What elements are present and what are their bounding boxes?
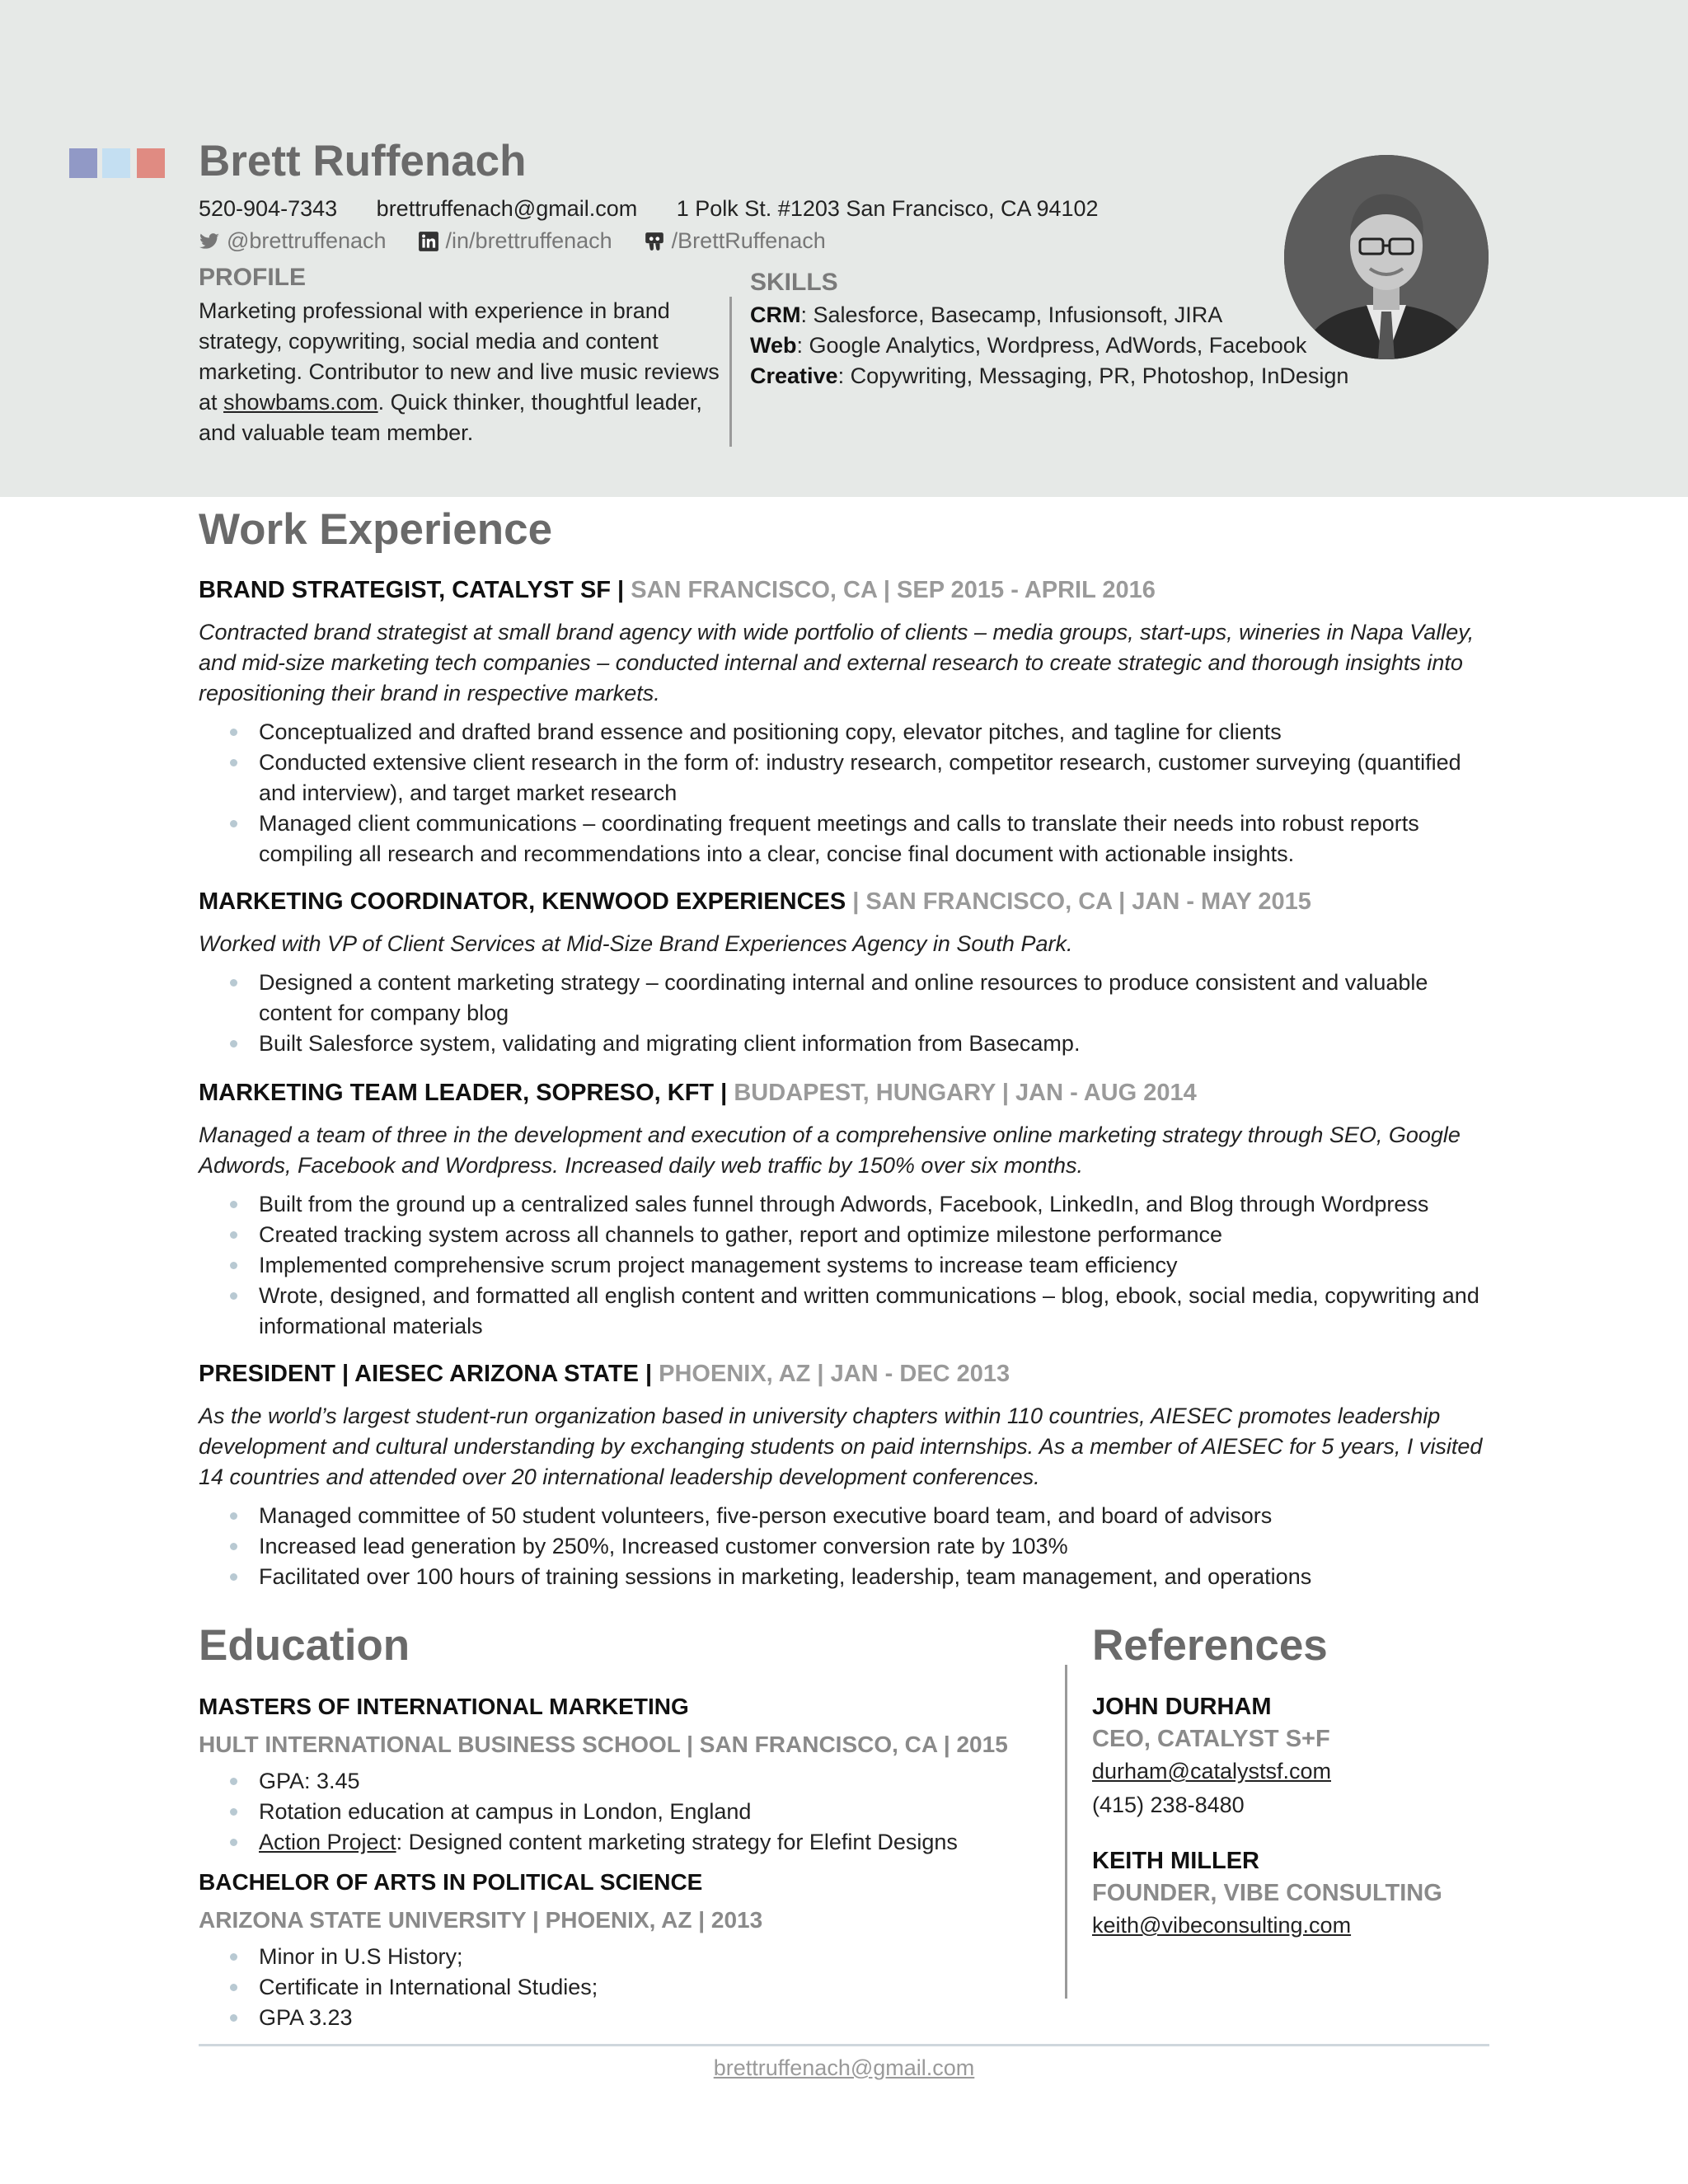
list-item: Facilitated over 100 hours of training sessions in marketing, leadership, team management, and operations [199, 1562, 1493, 1592]
job-bullets [199, 1189, 1493, 1342]
skill-value: : Salesforce, Basecamp, Infusionsoft, JIRA [800, 302, 1223, 327]
job-entry [199, 888, 1493, 1059]
twitter-handle: @brettruffenach [227, 228, 387, 253]
list-item: Certificate in International Studies; [199, 1972, 1023, 2003]
skills-heading: SKILLS [750, 269, 838, 296]
reference-entry [1092, 1694, 1587, 1821]
profile-photo [1284, 155, 1489, 359]
job-entry [199, 1361, 1493, 1592]
list-item: Rotation education at campus in London, England [199, 1797, 1023, 1827]
education-divider [1065, 1665, 1067, 1999]
list-item-text: : Designed content marketing strategy for Elefint Designs [396, 1830, 958, 1854]
degree-school: HULT INTERNATIONAL BUSINESS SCHOOL | SAN FRANCISCO, CA | 2015 [199, 1732, 1008, 1757]
job-meta: PHOENIX, AZ | JAN - DEC 2013 [659, 1361, 1010, 1387]
list-item: Managed client communications – coordinating frequent meetings and calls to translate their needs into robust reports compiling all research and recommendations into a clear, concise final document with actionable insights. [199, 808, 1493, 869]
degree-school: ARIZONA STATE UNIVERSITY | PHOENIX, AZ | 2013 [199, 1907, 763, 1933]
job-description: Contracted brand strategist at small brand agency with wide portfolio of clients – media groups, start-ups, wineries in Napa Valley, and mid-size marketing tech companies – conducted internal and external research to create strategic and thorough insights into repositioning their brand in respective markets. [199, 620, 1475, 705]
reference-name: JOHN DURHAM [1092, 1694, 1272, 1720]
phone: 520-904-7343 [199, 196, 338, 221]
color-swatch [137, 148, 165, 178]
job-bullets [199, 1501, 1493, 1592]
work-experience-heading: Work Experience [199, 505, 553, 554]
job-heading [199, 577, 1493, 604]
footer-rule [199, 2044, 1489, 2046]
reference-name: KEITH MILLER [1092, 1848, 1259, 1874]
job-bullets [199, 717, 1493, 869]
degree-bullets [199, 1942, 1023, 2033]
job-heading [199, 1080, 1493, 1107]
list-item: Managed committee of 50 student volunteers, five-person executive board team, and board of advisors [199, 1501, 1493, 1531]
degree-entry [199, 1869, 1023, 2033]
slideshare-icon [644, 231, 665, 252]
job-title: MARKETING COORDINATOR, KENWOOD EXPERIENCES [199, 888, 853, 915]
linkedin-handle: /in/brettruffenach [445, 228, 612, 253]
list-item: Designed a content marketing strategy – coordinating internal and online resources to produce consistent and valuable content for company blog [199, 968, 1493, 1029]
degree-bullets [199, 1766, 1023, 1858]
skill-label: CRM [750, 302, 801, 327]
skills-list [750, 300, 1348, 391]
job-title: PRESIDENT | AIESEC ARIZONA STATE | [199, 1361, 659, 1387]
skill-row [750, 300, 1348, 330]
list-item: GPA: 3.45 [199, 1766, 1023, 1797]
reference-phone: (415) 238-8480 [1092, 1793, 1245, 1817]
list-item: Implemented comprehensive scrum project management systems to increase team efficiency [199, 1250, 1493, 1281]
degree-name: MASTERS OF INTERNATIONAL MARKETING [199, 1694, 689, 1719]
job-description: As the world’s largest student-run organization based in university chapters within 110 countries, AIESEC promotes leadership development and cultural understanding by exchanging students on paid internships. As a member of AIESEC for 5 years, I visited 14 countries and attended over 20 international leadership development conferences. [199, 1404, 1483, 1489]
twitter-icon [199, 231, 220, 252]
action-project-link[interactable]: Action Project [259, 1830, 396, 1854]
profile-text [199, 296, 726, 448]
list-item: Created tracking system across all channels to gather, report and optimize milestone performance [199, 1220, 1493, 1250]
linkedin-link[interactable] [418, 228, 612, 254]
reference-email-link[interactable]: keith@vibeconsulting.com [1092, 1913, 1352, 1938]
reference-entry [1092, 1848, 1587, 1941]
skill-label: Creative [750, 363, 838, 388]
list-item [199, 1827, 1023, 1858]
job-bullets [199, 968, 1493, 1059]
color-swatch [102, 148, 130, 178]
job-entry [199, 577, 1493, 869]
list-item: Built Salesforce system, validating and migrating client information from Basecamp. [199, 1029, 1493, 1059]
email[interactable]: brettruffenach@gmail.com [376, 196, 638, 221]
job-title: MARKETING TEAM LEADER, SOPRESO, KFT | [199, 1080, 734, 1106]
twitter-link[interactable] [199, 228, 387, 254]
reference-role: FOUNDER, VIBE CONSULTING [1092, 1880, 1442, 1906]
list-item: Built from the ground up a centralized sales funnel through Adwords, Facebook, LinkedIn, and Blog through Wordpress [199, 1189, 1493, 1220]
color-swatch [69, 148, 97, 178]
slideshare-handle: /BrettRuffenach [671, 228, 826, 253]
list-item: Minor in U.S History; [199, 1942, 1023, 1972]
resume-name: Brett Ruffenach [199, 137, 527, 185]
job-description: Worked with VP of Client Services at Mid-Size Brand Experiences Agency in South Park. [199, 931, 1073, 956]
job-title: BRAND STRATEGIST, CATALYST SF | [199, 577, 631, 603]
portrait-image [1284, 155, 1489, 359]
reference-email-link[interactable]: durham@catalystsf.com [1092, 1759, 1331, 1783]
showbams-link[interactable]: showbams.com [223, 390, 378, 415]
profile-divider [729, 297, 732, 447]
reference-email-row [1092, 1910, 1587, 1941]
linkedin-icon [418, 231, 439, 252]
skill-row [750, 330, 1348, 361]
contact-line [199, 196, 1132, 222]
degree-entry [199, 1694, 1023, 1858]
degree-name: BACHELOR OF ARTS IN POLITICAL SCIENCE [199, 1869, 703, 1895]
skill-row [750, 361, 1348, 391]
skill-label: Web [750, 333, 797, 358]
list-item: Conceptualized and drafted brand essence and positioning copy, elevator pitches, and tagline for clients [199, 717, 1493, 748]
skill-value: : Copywriting, Messaging, PR, Photoshop, InDesign [837, 363, 1349, 388]
job-meta: BUDAPEST, HUNGARY | JAN - AUG 2014 [734, 1080, 1197, 1106]
profile-heading: PROFILE [199, 264, 307, 291]
list-item: Wrote, designed, and formatted all english content and written communications – blog, ebook, social media, copywriting and informational materials [199, 1281, 1493, 1342]
education-heading: Education [199, 1621, 410, 1670]
list-item: Increased lead generation by 250%, Increased customer conversion rate by 103% [199, 1531, 1493, 1562]
job-meta: | SAN FRANCISCO, CA | JAN - MAY 2015 [852, 888, 1311, 915]
footer [0, 2055, 1688, 2081]
reference-email-row [1092, 1756, 1587, 1787]
skill-value: : Google Analytics, Wordpress, AdWords, Facebook [796, 333, 1307, 358]
job-meta: SAN FRANCISCO, CA | SEP 2015 - APRIL 2016 [631, 577, 1156, 603]
social-links [199, 228, 857, 254]
job-heading [199, 1361, 1493, 1388]
list-item: Conducted extensive client research in the form of: industry research, competitor research, customer surveying (quantified and interview), and target market research [199, 748, 1493, 808]
job-entry [199, 1080, 1493, 1342]
reference-role: CEO, CATALYST S+F [1092, 1726, 1330, 1752]
job-description: Managed a team of three in the development and execution of a comprehensive online marketing strategy through SEO, Google Adwords, Facebook and Wordpress. Increased daily web traffic by 150% over six months. [199, 1122, 1461, 1178]
list-item: GPA 3.23 [199, 2003, 1023, 2033]
references-heading: References [1092, 1621, 1328, 1670]
job-heading [199, 888, 1493, 916]
address: 1 Polk St. #1203 San Francisco, CA 94102 [676, 196, 1099, 221]
slideshare-link[interactable] [644, 228, 826, 254]
profile-text-part: Marketing professional with experience in brand strategy, copywriting, social media and content marketing. Contributor to new and live music reviews at [199, 298, 720, 415]
profile-text-part: . Quick thinker, thoughtful leader, and valuable team member. [199, 390, 702, 445]
footer-email-link[interactable]: brettruffenach@gmail.com [713, 2055, 975, 2080]
